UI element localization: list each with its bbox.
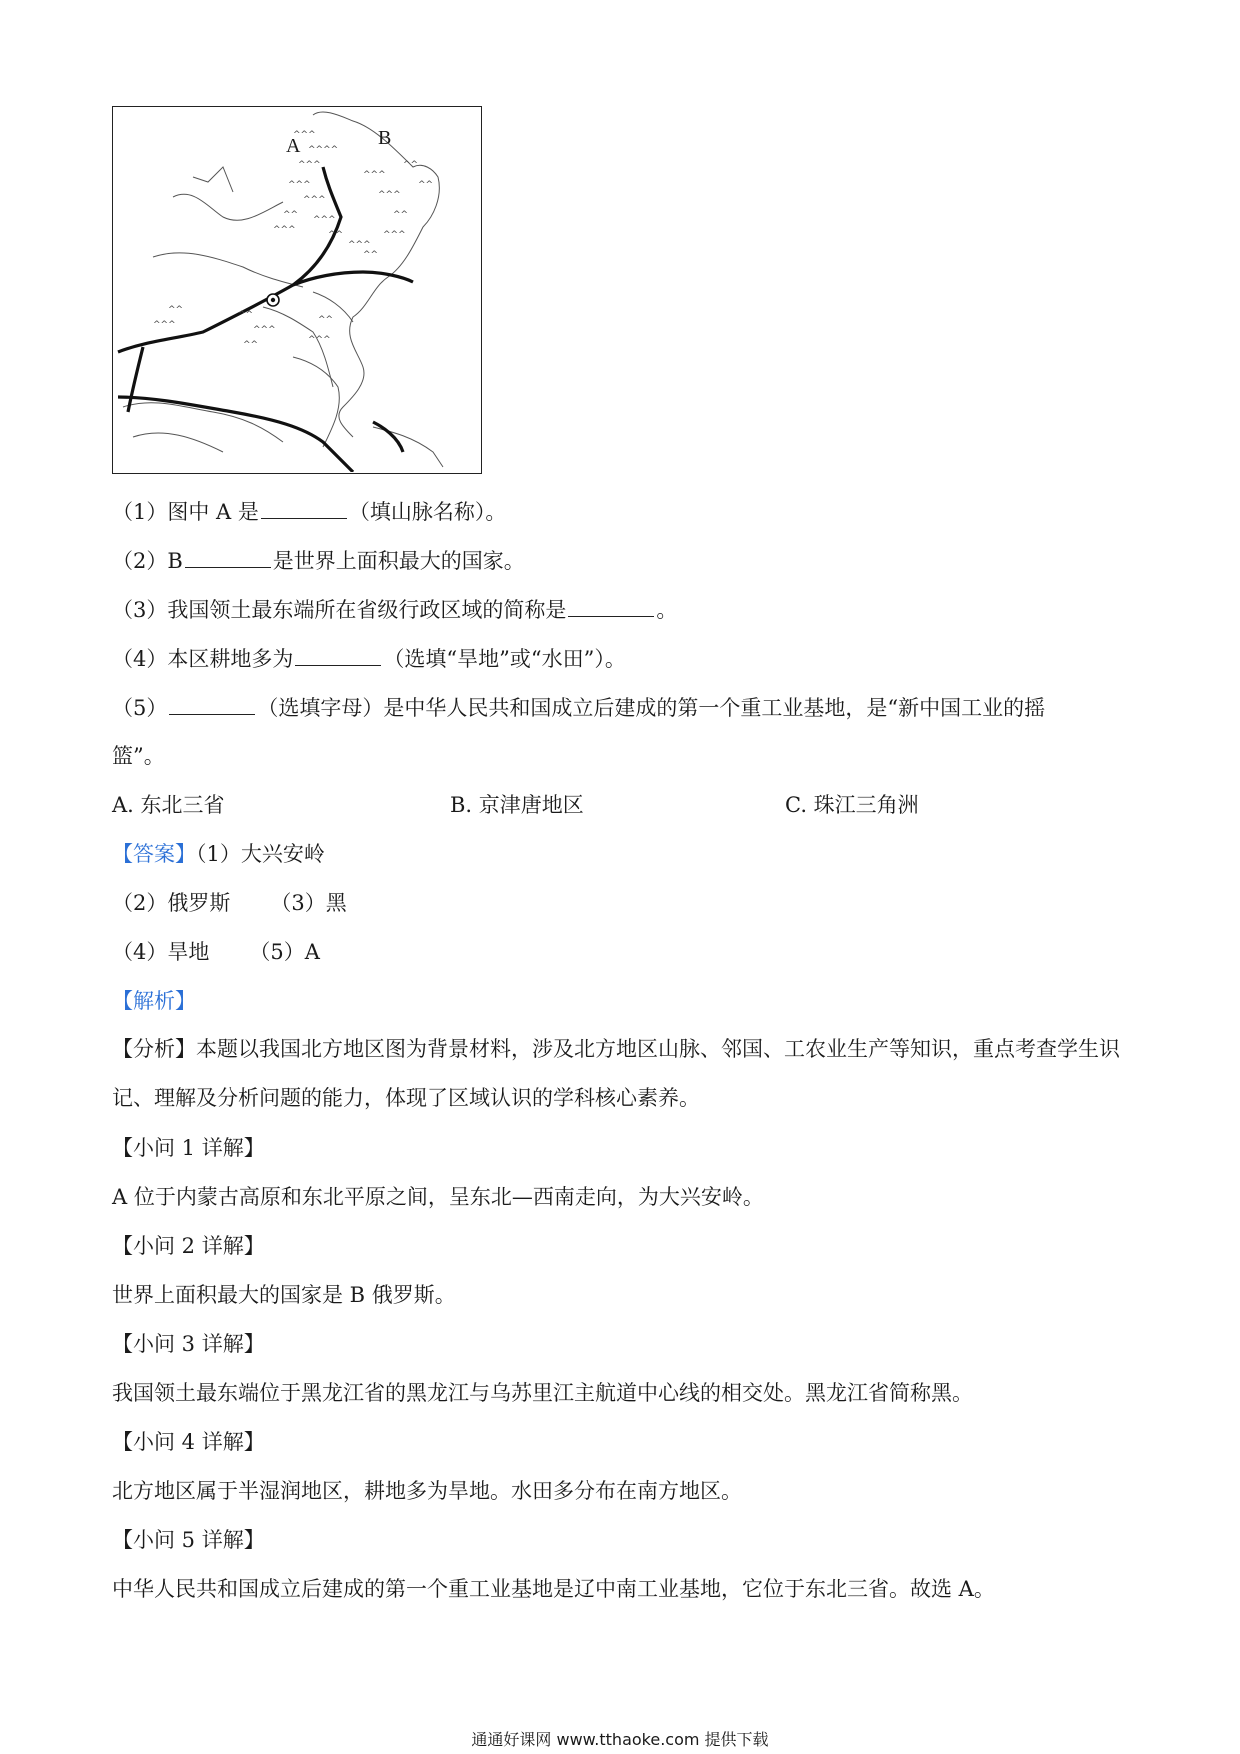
svg-text:^^^: ^^^ [298, 160, 321, 170]
svg-text:^^^: ^^^ [273, 225, 296, 235]
question-3: （3）我国领土最东端所在省级行政区域的简称是 。 [112, 594, 677, 625]
answer-line-2: （2）俄罗斯 （3）黑 [112, 891, 347, 915]
answer-blank [185, 545, 271, 568]
footer-text: 通通好课网 www.tthaoke.com 提供下载 [471, 1730, 769, 1749]
detail-3-title: 【小问 3 详解】 [112, 1332, 265, 1356]
answer-line-3: （4）旱地 （5）A [112, 940, 320, 964]
question-5-continued: 篮”。 [112, 744, 165, 768]
svg-text:^^^: ^^^ [348, 240, 371, 250]
map-label-a: A [286, 135, 301, 157]
svg-text:^^^: ^^^ [253, 325, 276, 335]
svg-text:^^: ^^ [418, 180, 434, 190]
svg-text:^^: ^^ [393, 210, 409, 220]
svg-text:^^^: ^^^ [313, 215, 336, 225]
map-drawing [113, 107, 480, 472]
question-5: （5） （选填字母）是中华人民共和国成立后建成的第一个重工业基地，是“新中国工业的摇 [112, 692, 1045, 723]
svg-text:^^^: ^^^ [383, 230, 406, 240]
detail-4-text: 北方地区属于半湿润地区，耕地多为旱地。水田多分布在南方地区。 [112, 1479, 742, 1503]
svg-text:^^: ^^ [283, 210, 299, 220]
option-b: B. 京津唐地区 [450, 793, 584, 817]
map-label-b: B [378, 127, 392, 149]
question-2: （2）B 是世界上面积最大的国家。 [112, 545, 525, 576]
detail-5-title: 【小问 5 详解】 [112, 1528, 265, 1552]
analysis-summary: 【分析】本题以我国北方地区图为背景材料，涉及北方地区山脉、邻国、工农业生产等知识，重点考查学生识记、理解及分析问题的能力，体现了区域认识的学科核心素养。 [112, 1037, 1120, 1110]
detail-1-text: A 位于内蒙古高原和东北平原之间，呈东北—西南走向，为大兴安岭。 [112, 1185, 764, 1209]
svg-text:^^^: ^^^ [153, 320, 176, 330]
answer-line-1: 【答案】（1）大兴安岭 [112, 842, 325, 866]
svg-text:^^^: ^^^ [378, 190, 401, 200]
svg-text:^^: ^^ [168, 305, 184, 315]
detail-2-title: 【小问 2 详解】 [112, 1234, 265, 1258]
detail-5-text: 中华人民共和国成立后建成的第一个重工业基地是辽中南工业基地，它位于东北三省。故选 A。 [112, 1577, 995, 1601]
detail-1-title: 【小问 1 详解】 [112, 1136, 265, 1160]
svg-text:^^^: ^^^ [288, 180, 311, 190]
question-1: （1）图中 A 是 （填山脉名称）。 [112, 496, 506, 527]
svg-text:^^: ^^ [403, 160, 419, 170]
answer-blank [295, 643, 381, 666]
option-a: A. 东北三省 [112, 793, 225, 817]
answer-blank [169, 692, 255, 715]
detail-2-text: 世界上面积最大的国家是 B 俄罗斯。 [112, 1283, 456, 1307]
svg-text:^^^: ^^^ [293, 130, 316, 140]
svg-text:^^: ^^ [328, 230, 344, 240]
svg-text:^^: ^^ [243, 340, 259, 350]
question-4: （4）本区耕地多为 （选填“旱地”或“水田”）。 [112, 643, 626, 674]
svg-text:^^^: ^^^ [308, 335, 331, 345]
svg-text:^^^: ^^^ [363, 170, 386, 180]
analysis-tag: 【解析】 [112, 989, 196, 1013]
svg-text:^^^^: ^^^^ [308, 145, 339, 155]
svg-text:^^^: ^^^ [303, 195, 326, 205]
svg-text:^^: ^^ [318, 315, 334, 325]
answer-blank [568, 594, 654, 617]
option-c: C. 珠江三角洲 [785, 793, 919, 817]
northeast-china-map [112, 106, 482, 474]
detail-3-text: 我国领土最东端位于黑龙江省的黑龙江与乌苏里江主航道中心线的相交处。黑龙江省简称黑。 [112, 1381, 973, 1405]
svg-text:^^: ^^ [238, 310, 254, 320]
svg-text:^^: ^^ [363, 250, 379, 260]
answer-tag: 【答案】 [112, 842, 196, 866]
detail-4-title: 【小问 4 详解】 [112, 1430, 265, 1454]
answer-blank [261, 496, 347, 519]
